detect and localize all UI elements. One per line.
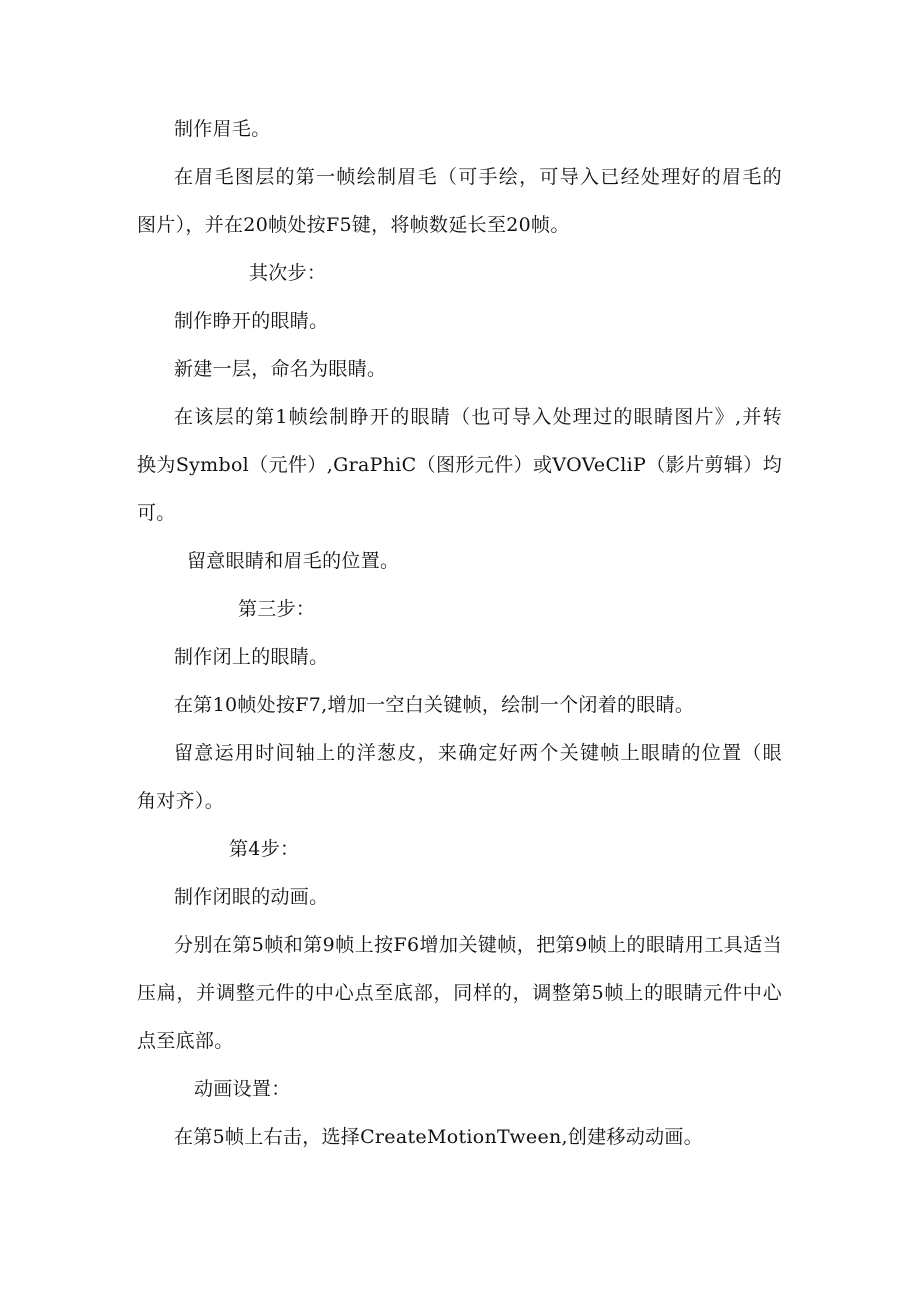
paragraph-line: 点至底部。 <box>137 1030 234 1052</box>
paragraph-line: 图片），并在20帧处按F5键，将帧数延长至20帧。 <box>137 214 570 236</box>
section-heading: 第三步： <box>238 598 316 620</box>
paragraph-line: 可。 <box>137 502 176 524</box>
section-heading: 动画设置： <box>194 1078 291 1100</box>
paragraph-line: 制作闭眼的动画。 <box>174 886 329 908</box>
paragraph-line: 角对齐）。 <box>137 790 225 812</box>
paragraph-line: 新建一层，命名为眼睛。 <box>174 358 387 380</box>
paragraph-line: 在第10帧处按F7,增加一空白关键帧，绘制一个闭着的眼睛。 <box>174 694 695 716</box>
section-heading: 第4步： <box>229 838 300 860</box>
paragraph-line: 留意运用时间轴上的洋葱皮，来确定好两个关键帧上眼睛的位置（眼 <box>174 742 782 764</box>
paragraph-line: 制作闭上的眼睛。 <box>174 646 329 668</box>
paragraph-line: 制作睁开的眼睛。 <box>174 310 329 332</box>
paragraph-line: 在该层的第1帧绘制睁开的眼睛（也可导入处理过的眼睛图片》,并转 <box>174 406 782 428</box>
section-heading: 其次步： <box>249 262 327 284</box>
paragraph-line: 制作眉毛。 <box>174 118 271 140</box>
paragraph-line: 在第5帧上右击，选择CreateMotionTween,创建移动动画。 <box>174 1126 703 1148</box>
paragraph-line: 压扁，并调整元件的中心点至底部，同样的，调整第5帧上的眼睛元件中心 <box>137 982 782 1004</box>
paragraph-line: 换为Symbol（元件）,GraPhiC（图形元件）或VOVeCliP（影片剪辑）均 <box>137 454 782 476</box>
paragraph-line: 留意眼睛和眉毛的位置。 <box>187 550 400 572</box>
paragraph-line: 在眉毛图层的第一帧绘制眉毛（可手绘，可导入已经处理好的眉毛的 <box>174 166 782 188</box>
paragraph-line: 分别在第5帧和第9帧上按F6增加关键帧，把第9帧上的眼睛用工具适当 <box>174 934 782 956</box>
